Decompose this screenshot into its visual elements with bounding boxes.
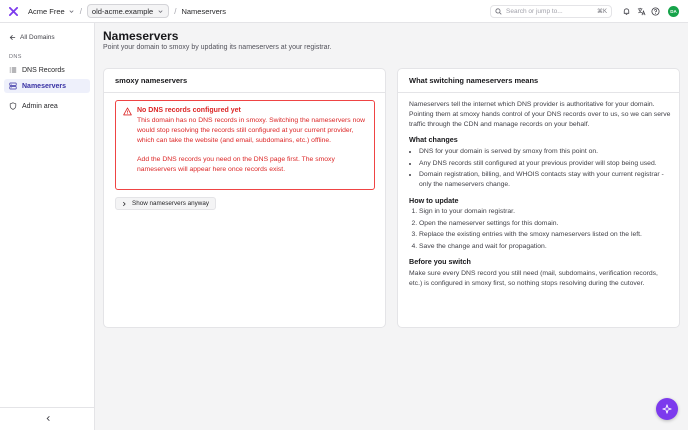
org-name: Acme Free bbox=[28, 6, 65, 16]
alert-title: No DNS records configured yet bbox=[137, 107, 241, 114]
no-records-alert bbox=[115, 100, 375, 190]
page-subtitle: Point your domain to smoxy by updating its nameservers at your registrar. bbox=[103, 44, 332, 51]
sidebar-item-admin-area[interactable] bbox=[4, 99, 90, 113]
before-switch-text: Make sure every DNS record you still need (mail, subdomains, verification records, etc.) is configured in smoxy first, so nothing stops resolving during the cutover. bbox=[409, 270, 658, 287]
sidebar-item-dns-records[interactable] bbox=[4, 63, 90, 77]
section-heading: How to update bbox=[409, 195, 459, 205]
alert-message: This domain has no DNS records in smoxy. Switching the nameservers now would stop resolving the records still configured at your current provider, which can take the website (and email, subdomains, etc.) offline. bbox=[137, 117, 366, 144]
shield-icon bbox=[9, 102, 17, 110]
card-title: smoxy nameservers bbox=[104, 69, 385, 93]
sidebar-item-label: DNS Records bbox=[22, 66, 65, 74]
breadcrumb-separator: / bbox=[174, 6, 177, 16]
sparkle-icon bbox=[662, 404, 672, 414]
sidebar-divider bbox=[0, 407, 95, 408]
section-heading: What changes bbox=[409, 135, 458, 145]
intro-text: Nameservers tell the internet which DNS provider is authoritative for your domain. Pointing them at smoxy hands control of your DNS records over to us, so we can serve traffic through the CDN and manage records on your behalf. bbox=[409, 101, 671, 128]
search-placeholder: Search or jump to... bbox=[506, 8, 563, 15]
smoxy-logo-icon[interactable] bbox=[8, 6, 18, 16]
assistant-button[interactable] bbox=[656, 398, 678, 420]
list-item: 3. Replace the existing entries with the smoxy nameservers listed on the left. bbox=[419, 230, 671, 240]
avatar[interactable]: DA bbox=[668, 6, 679, 17]
search-shortcut: ⌘K bbox=[596, 9, 607, 15]
chevron-left-icon bbox=[45, 415, 52, 422]
sidebar-item-label: Admin area bbox=[22, 102, 58, 110]
org-switcher[interactable] bbox=[28, 7, 75, 16]
arrow-left-icon bbox=[9, 34, 16, 41]
back-to-domains-link[interactable] bbox=[9, 34, 55, 41]
list-item: • DNS for your domain is served by smoxy from this point on. bbox=[419, 147, 671, 157]
sidebar bbox=[0, 23, 95, 430]
changes-list bbox=[409, 147, 671, 189]
breadcrumb-separator: / bbox=[79, 6, 82, 16]
search-input[interactable] bbox=[490, 5, 612, 18]
list-item: • Any DNS records still configured at your previous provider will stop being used. bbox=[419, 159, 671, 169]
chevron-right-icon bbox=[121, 201, 127, 207]
nameservers-card bbox=[103, 68, 386, 328]
translate-icon[interactable] bbox=[636, 6, 646, 16]
list-item: 1. Sign in to your domain registrar. bbox=[419, 207, 671, 217]
bell-icon[interactable] bbox=[621, 6, 631, 16]
back-label: All Domains bbox=[20, 34, 55, 41]
page-title: Nameservers bbox=[103, 29, 179, 43]
sidebar-section-label: DNS bbox=[9, 54, 22, 60]
chevron-down-icon bbox=[157, 8, 164, 15]
domain-name: old-acme.example bbox=[91, 6, 154, 16]
help-icon[interactable] bbox=[650, 6, 660, 16]
show-nameservers-button[interactable] bbox=[115, 197, 216, 210]
breadcrumb-current: Nameservers bbox=[181, 6, 227, 16]
alert-message: Add the DNS records you need on the DNS page first. The smoxy nameservers will appear here once records exist. bbox=[137, 156, 335, 174]
sidebar-item-label: Nameservers bbox=[22, 82, 66, 90]
collapse-sidebar-button[interactable] bbox=[43, 413, 53, 423]
top-bar bbox=[0, 0, 688, 23]
domain-switcher[interactable] bbox=[87, 4, 169, 18]
show-nameservers-label: Show nameservers anyway bbox=[132, 200, 209, 207]
card-title: What switching nameservers means bbox=[398, 69, 679, 93]
search-icon bbox=[495, 8, 502, 15]
sidebar-item-nameservers[interactable] bbox=[4, 79, 90, 93]
explanation-card bbox=[397, 68, 680, 328]
section-heading: Before you switch bbox=[409, 257, 471, 267]
chevron-down-icon bbox=[68, 8, 75, 15]
list-item: 4. Save the change and wait for propagation. bbox=[419, 242, 671, 252]
steps-list bbox=[409, 207, 671, 251]
list-item: 2. Open the nameserver settings for this domain. bbox=[419, 219, 671, 229]
warning-icon bbox=[123, 107, 132, 116]
list-item: • Domain registration, billing, and WHOIS contacts stay with your current registrar - only the nameservers change. bbox=[419, 170, 671, 190]
server-icon bbox=[9, 82, 17, 90]
list-icon bbox=[9, 66, 17, 74]
explanation-body bbox=[409, 100, 671, 289]
